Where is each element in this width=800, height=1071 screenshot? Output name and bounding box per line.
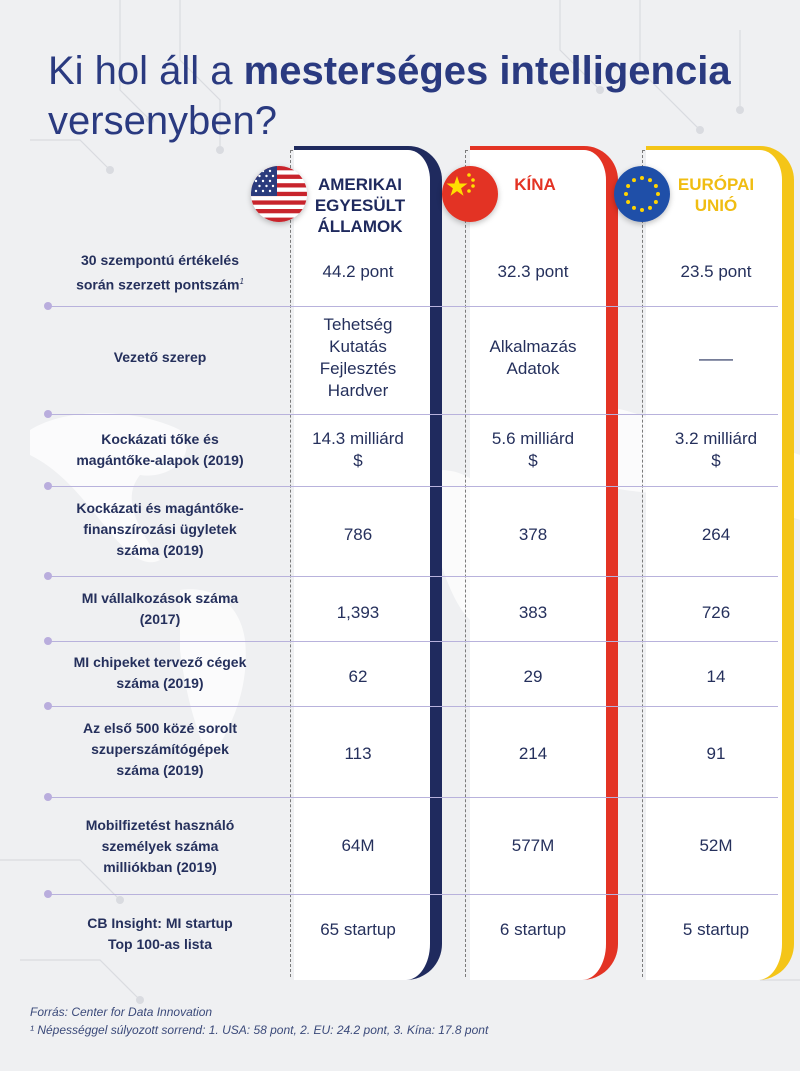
row-label-leading-role xyxy=(40,347,280,368)
footnote-mark: 1 xyxy=(239,277,244,286)
cell-line: Tehetség xyxy=(323,315,393,334)
cell-line: $ xyxy=(353,451,363,470)
cell-usa-deals: 786 xyxy=(343,525,373,544)
cell-usa-ai-companies: 1,393 xyxy=(336,603,380,622)
row-separator-dot xyxy=(44,637,52,645)
usa-flag-icon xyxy=(251,166,307,222)
row-separator xyxy=(48,641,778,642)
cell-usa-supercomputers: 113 xyxy=(344,744,372,763)
cell-line: Kutatás xyxy=(329,337,387,356)
cell-eu-ai-companies: 726 xyxy=(701,603,731,622)
column-header-usa-line1: AMERIKAI xyxy=(317,175,403,194)
title-part2: mesterséges intelligencia xyxy=(243,49,731,93)
row-label-line: Vezető szerep xyxy=(113,349,207,365)
cell-eu-venture-capital xyxy=(646,428,786,472)
row-label-line: CB Insight: MI startup xyxy=(87,915,233,931)
cell-line: Hardver xyxy=(327,381,389,400)
row-separator-dot xyxy=(44,482,52,490)
cell-china-venture-capital xyxy=(463,428,603,472)
row-label-mobile-payment xyxy=(40,815,280,878)
cell-china-score: 32.3 pont xyxy=(497,262,569,281)
row-separator xyxy=(48,797,778,798)
row-separator xyxy=(48,486,778,487)
cell-eu-supercomputers: 91 xyxy=(706,744,726,763)
cell-china-mobile-payment: 577M xyxy=(511,836,555,855)
row-label-line: Mobilfizetést használó xyxy=(85,817,235,833)
china-flag-icon xyxy=(442,166,498,222)
cell-usa-score: 44.2 pont xyxy=(322,262,394,281)
row-separator-dot xyxy=(44,702,52,710)
row-separator xyxy=(48,414,778,415)
row-label-line: szuperszámítógépek xyxy=(91,741,229,757)
column-header-china xyxy=(500,174,570,195)
cell-usa-cb-insight: 65 startup xyxy=(320,920,396,939)
cell-line: 3.2 milliárd xyxy=(674,429,758,448)
cell-line: Alkalmazás xyxy=(489,337,577,356)
row-label-line: finanszírozási ügyletek xyxy=(83,521,237,537)
row-label-line: magántőke-alapok (2019) xyxy=(76,452,244,468)
cell-china-leading-role xyxy=(463,336,603,380)
cell-eu-mobile-payment: 52M xyxy=(699,836,733,855)
row-separator xyxy=(48,576,778,577)
row-label-chip-companies xyxy=(40,652,280,694)
row-separator xyxy=(48,894,778,895)
cell-line: Fejlesztés xyxy=(319,359,397,378)
cell-usa-venture-capital xyxy=(288,428,428,472)
cell-line: $ xyxy=(711,451,721,470)
row-label-line: Top 100-as lista xyxy=(107,936,212,952)
row-label-cb-insight xyxy=(40,913,280,955)
column-header-usa xyxy=(308,174,412,237)
row-label-line: MI chipeket tervező cégek xyxy=(73,654,247,670)
cell-usa-chip-companies: 62 xyxy=(348,667,368,686)
row-label-score xyxy=(40,250,280,296)
cell-usa-leading-role xyxy=(288,314,428,402)
empty-dash: —— xyxy=(699,349,733,368)
row-label-deals xyxy=(40,498,280,561)
row-label-line: MI vállalkozások száma xyxy=(81,590,239,606)
row-separator xyxy=(48,306,778,307)
cell-china-cb-insight: 6 startup xyxy=(499,920,567,939)
cell-line: $ xyxy=(528,451,538,470)
row-label-line: Kockázati tőke és xyxy=(101,431,219,447)
row-label-line: milliókban (2019) xyxy=(103,859,217,875)
cell-eu-deals: 264 xyxy=(701,525,731,544)
cell-eu-leading-role xyxy=(646,348,786,370)
cell-line: Adatok xyxy=(506,359,560,378)
column-header-china-line1: KÍNA xyxy=(514,175,556,194)
cell-line: 5.6 milliárd xyxy=(491,429,575,448)
row-separator-dot xyxy=(44,572,52,580)
row-separator-dot xyxy=(44,410,52,418)
row-label-line: száma (2019) xyxy=(116,762,204,778)
cell-china-chip-companies: 29 xyxy=(523,667,543,686)
row-label-ai-companies xyxy=(40,588,280,630)
cell-eu-chip-companies: 14 xyxy=(706,667,726,686)
row-label-line: Kockázati és magántőke- xyxy=(76,500,244,516)
footnote: ¹ Népességgel súlyozott sorrend: 1. USA: 58 pont, 2. EU: 24.2 pont, 3. Kína: 17.8 pont xyxy=(30,1023,489,1037)
row-label-line: száma (2019) xyxy=(116,542,204,558)
page-title xyxy=(48,46,768,146)
cell-usa-mobile-payment: 64M xyxy=(341,836,375,855)
row-label-venture-capital xyxy=(40,429,280,471)
row-label-text: során szerzett pontszám xyxy=(76,276,240,293)
column-header-usa-line3: ÁLLAMOK xyxy=(317,217,403,236)
row-label-line-with-footnote xyxy=(40,271,280,296)
column-header-eu-line1: EURÓPAI xyxy=(677,175,755,194)
column-header-eu-line2: UNIÓ xyxy=(694,196,738,215)
row-label-supercomputers xyxy=(40,718,280,781)
title-part3: versenyben? xyxy=(48,99,278,143)
cell-eu-cb-insight: 5 startup xyxy=(682,920,750,939)
row-label-line: (2017) xyxy=(139,611,181,627)
row-label-line: személyek száma xyxy=(101,838,219,854)
source-note: Forrás: Center for Data Innovation xyxy=(30,1005,213,1019)
row-separator-dot xyxy=(44,793,52,801)
row-label-line: 30 szempontú értékelés xyxy=(81,252,239,268)
title-part1: Ki hol áll a xyxy=(48,49,244,93)
cell-china-supercomputers: 214 xyxy=(518,744,548,763)
column-header-usa-line2: EGYESÜLT xyxy=(314,196,406,215)
cell-eu-score: 23.5 pont xyxy=(680,262,752,281)
column-header-eu xyxy=(668,174,764,216)
row-separator xyxy=(48,706,778,707)
row-label-line: Az első 500 közé sorolt xyxy=(82,720,238,736)
cell-china-ai-companies: 383 xyxy=(518,603,548,622)
cell-line: 14.3 milliárd xyxy=(312,429,404,448)
row-separator-dot xyxy=(44,302,52,310)
cell-china-deals: 378 xyxy=(518,525,548,544)
row-separator-dot xyxy=(44,890,52,898)
row-label-line: száma (2019) xyxy=(116,675,204,691)
eu-flag-icon xyxy=(614,166,670,222)
